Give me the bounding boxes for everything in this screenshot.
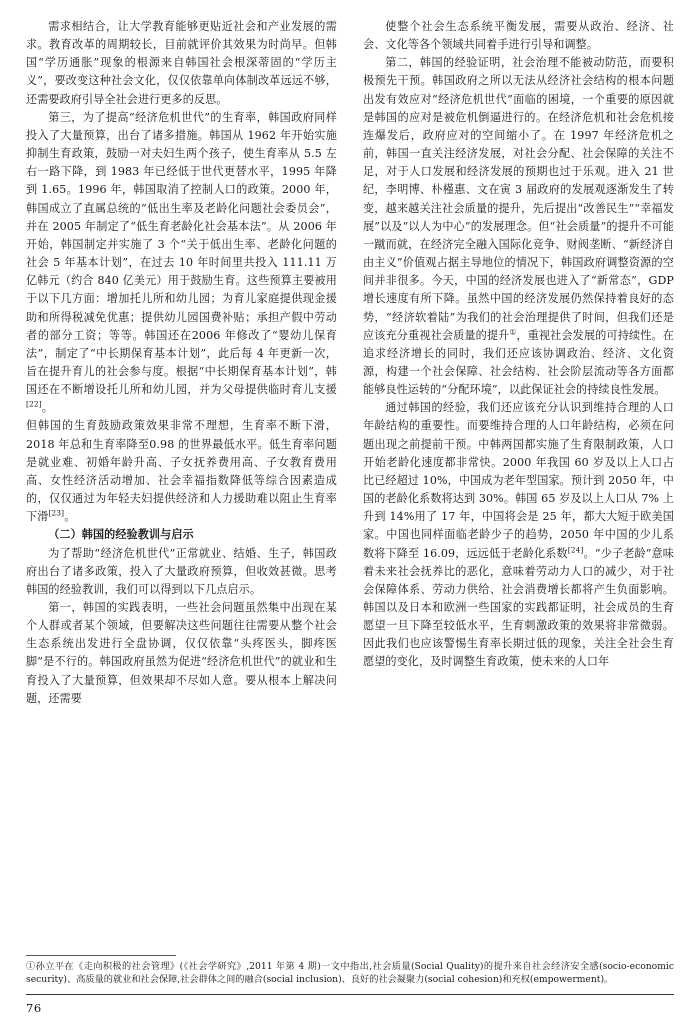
paragraph: 使整个社会生态系统平衡发展，需要从政治、经济、社会、文化等各个领域共同着手进行引导和调整。 [363,20,674,52]
page-bottom-divider [26,994,674,995]
paragraph-suffix: 。 [583,546,595,560]
footnote-ref: ① [509,326,517,336]
paragraph: 第一，韩国的实践表明，一些社会问题虽然集中出现在某个人群或者某个领域，但要解决这些问题往往需要从整个社会生态系统出发进行全盘协调，仅仅依靠“头疼医头，脚疼医脚”是不行的。韩国政府虽然为促进“经济危机世代”的就业和生育投入了大量预算，但效果却不尽如人意。要从根本上解决问题，还需要 [26,601,337,705]
left-column [26,18,337,948]
paragraph-text: 第三，为了提高“经济危机世代”的生育率，韩国政府同样投入了大量预算，出台了诸多措施。韩国从 1962 年开始实施抑制生育政策，鼓励一对夫妇生两个孩子，使生育率从 5.5 左右一路下降，到 1983 年已经低于世代更替水平，1995 年降到 1.65。1996 年，韩国取消了控制人口的政策。2000 年，韩国成立了直属总统的“低出生率及老龄化问题社会委员会”，并在 2005 年制定了“低生育老龄化社会基本法”。从 2006 年开始，韩国制定并实施了 3 个“关于低出生率、老龄化问题的社会 5 年基本计划”，在过去 10 年时间里共投入 111.11 万亿韩元（约合 840 亿美元）用于鼓励生育。这些预算主要被用于以下几方面：增加托儿所和幼儿园；为育儿家庭提供现金援助和所得税减免优惠；提供幼儿园国费补贴；承担产假中劳动者的部分工资；等等。韩国还在2006 年修改了“婴幼儿保育法”，制定了“中长期保育基本计划”，此后每 4 年更新一次，旨在提升育儿的社会参与度。根据“中长期保育基本计划”，韩国还在不断增设托儿所和幼儿园，并为父母提供临时育儿支援 [26,110,337,397]
paragraph-text: “少子老龄”意味着未来社会抚养比的恶化，意味着劳动力人口的减少，对于社会保障体系、劳动力供给、社会消费增长都将产生负面影响。韩国以及日本和欧洲一些国家的实践都证明，社会成员的生育愿望一旦下降至较低水平，生育刺激政策的效果将非常微弱。因此我们也应该警惕生育率长期过低的现象，关注全社会生育愿望的变化，及时调整生育政策，使未来的人口年 [363,546,674,669]
paragraph: 为了帮助“经济危机世代”正常就业、结婚、生子，韩国政府出台了诸多政策，投入了大量政府预算，但收效甚微。思考韩国的经验教训，我们可以得到以下几点启示。 [26,546,337,596]
section-heading: （二）韩国的经验教训与启示 [48,528,194,542]
paragraph-suffix: 。 [41,401,53,415]
right-column [363,18,674,948]
footnote-divider [26,955,176,956]
footnote-zone [26,955,674,987]
paragraph: 需求相结合，让大学教育能够更贴近社会和产业发展的需求。教育改革的周期较长，目前就评价其效果为时尚早。但韩国“学历通胀”现象的根源来自韩国社会根深蒂固的“学历主义”，要改变这种社会文化，仅仅依靠单向体制改革远远不够，还需要政府引导全社会进行更多的反思。 [26,20,337,106]
paragraph-text: 第二，韩国的经验证明，社会治理不能被动防范，而要积极预先干预。韩国政府之所以无法从经济社会结构的根本问题出发有效应对“经济危机世代”面临的困境，一个重要的原因就是韩国的应对是被危机倒逼进行的。在经济危机和社会危机接连爆发后，政府应对的空间缩小了。在 1997 年经济危机之前，韩国一直关注经济发展，对社会分配、社会保障的关注不足，对于人口发展和经济发展的预期也过于乐观。进入 21 世纪，李明博、朴槿惠、文在寅 3 届政府的发展观逐渐发生了转变，越来越关注社会质量的提升，先后提出“改善民生”“幸福发展”以及“以人为中心”的发展理念。但“社会质量”的提升不可能一蹴而就，在经济完全融入国际化竞争、财阀垄断、“新经济自由主义”价值观占据主导地位的情况下，韩国政府调整资源的空间并非很多。今天，中国的经济发展也进入了“新常态”，GDP 增长速度有所下降。虽然中国的经济发展仍然保持着良好的态势，“经济软着陆”为我们的社会治理提供了时间，但我们还是应该充分重视社会质量的提升 [363,56,674,342]
paragraph-suffix: 。 [64,510,76,524]
footnote-ref: [22] [26,399,42,409]
footnote-text: 孙立平在《走向积极的社会管理》(《社会学研究》,2011 年第 4 期)一文中指出,社会质量(Social Quality)的提升来自社会经济安全感(socio-economic security)、高质量的就业和社会保障,社会群体之间的融合(social inclusion)、良好的社会凝聚力(social cohesion)和充权(empowerment)。 [26,960,675,986]
page-number: 76 [26,1001,42,1015]
paragraph [363,399,674,671]
paragraph [363,54,674,399]
paragraph [26,417,337,526]
footnote-marker: ① [26,960,36,972]
two-column-body [26,18,674,948]
paragraph-text: 通过韩国的经验，我们还应该充分认识到维持合理的人口年龄结构的重要性。而要维持合理的人口年龄结构，必须在问题出现之前提前干预。中韩两国都实施了生育限制政策，人口开始老龄化速度都非常快。2000 年我国 60 岁及以上人口占比已经超过 10%，中国成为老年型国家。预计到 2050 年，中国的老龄化系数将达到 30%。韩国 65 岁及以上人口从 7% 上升到 14%用了 17 年，中国将会是 25 年，都大大短于欧美国家。中国也同样面临老龄少子的趋势，2050 年中国的少儿系数将下降至 16.09，远远低于老龄化系数 [363,401,674,560]
footnote [26,960,674,987]
footnote-ref: [24] [567,544,584,554]
paragraph-text: ，重视社会发展的可持续性。在追求经济增长的同时，我们还应该协调政治、经济、文化资源，构建一个社会保障、社会结构、社会阶层流动等各方面都能够良性运转的“分配环境”，以此保证社会的持续良性发展。 [363,328,674,397]
footnote-ref: [23] [48,508,65,518]
paragraph-text: 但韩国的生育鼓励政策效果非常不理想，生育率不断下滑，2018 年总和生育率降至0.98 的世界最低水平。低生育率问题是就业难、初婚年龄升高、子女抚养费用高、子女教育费用高、女性经济活动增加、社会幸福指数降低等综合因素造成的，仅仅通过为年轻夫妇提供经济和人力援助难以阻止生育率下滑 [26,419,337,524]
paragraph [26,109,337,418]
